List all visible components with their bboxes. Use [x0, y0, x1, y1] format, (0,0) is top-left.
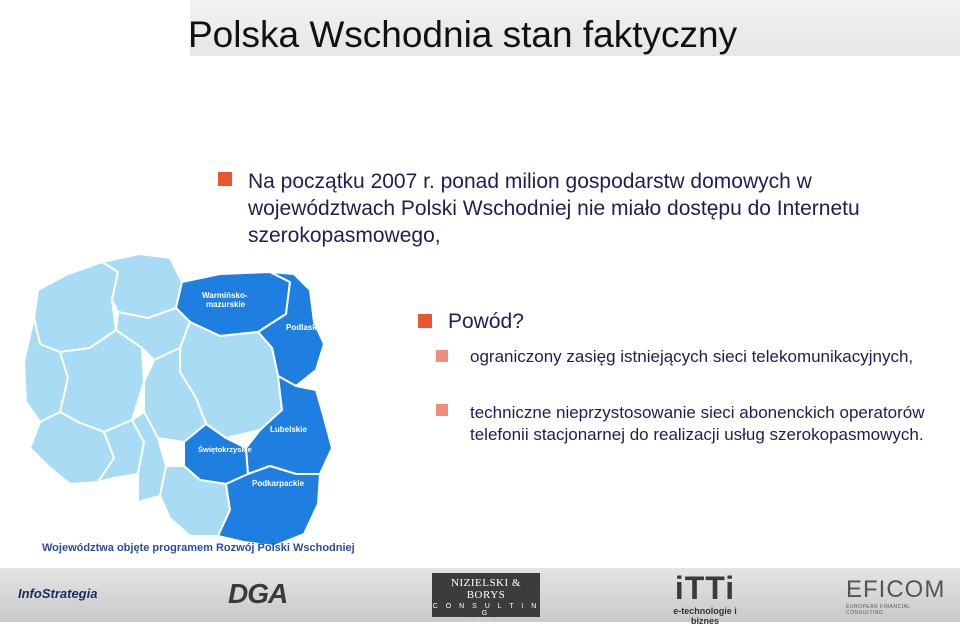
eficom-logo-name: EFICOM [846, 576, 946, 603]
map-label-podlaskie: Podlaskie [286, 323, 324, 332]
bullet-text-1: Na początku 2007 r. ponad milion gospodarstw domowych w województwach Polski Wschodniej nie miało dostępu do Internetu szerokopasmowego, [248, 170, 860, 247]
sub-bullet-text-2: techniczne nieprzystosowanie sieci abonenckich operatorów telefonii stacjonarnej do realizacji usług szerokopasmowych. [470, 403, 925, 444]
bullet-marker [218, 172, 232, 186]
eficom-logo [846, 576, 946, 616]
footer-logo-bar [0, 568, 960, 628]
dga-logo: DGA [228, 578, 288, 609]
map-label-warminsko: Warmińsko- [202, 291, 248, 300]
map-label-podkarpackie: Podkarpackie [252, 479, 305, 488]
map-label-lubelskie: Lubelskie [270, 425, 307, 434]
slide-title: Polska Wschodnia stan faktyczny [188, 14, 738, 55]
nb-logo-name: NIZIELSKI & BORYS [451, 577, 521, 601]
itti-logo-tagline: e-technologie i biznes [673, 606, 737, 626]
map-label-mazurskie: mazurskie [206, 300, 246, 309]
bullet-text-2: Powód? [448, 310, 524, 333]
eficom-logo-tagline: EUROPEAN FINANCIAL CONSULTING [846, 604, 911, 616]
sub-bullet-marker [436, 350, 448, 362]
poland-map [20, 252, 350, 552]
bullet-marker [418, 314, 432, 328]
nizielski-borys-logo [432, 573, 540, 628]
nb-logo-consulting: C O N S U L T I N G [432, 603, 540, 617]
itti-logo-name: iTTi [674, 570, 736, 606]
map-caption: Województwa objęte programem Rozwój Polski Wschodniej [42, 542, 355, 554]
sub-bullet-text-1: ograniczony zasięg istniejących sieci telekomunikacyjnych, [470, 347, 914, 366]
infostrategia-logo: InfoStrategia [18, 586, 98, 601]
itti-logo [660, 570, 750, 626]
sub-bullet-marker [436, 404, 448, 416]
map-label-swietokrzyskie: Świętokrzyskie [198, 445, 252, 454]
nb-logo-tagline: Spółka Jawna [466, 620, 506, 628]
